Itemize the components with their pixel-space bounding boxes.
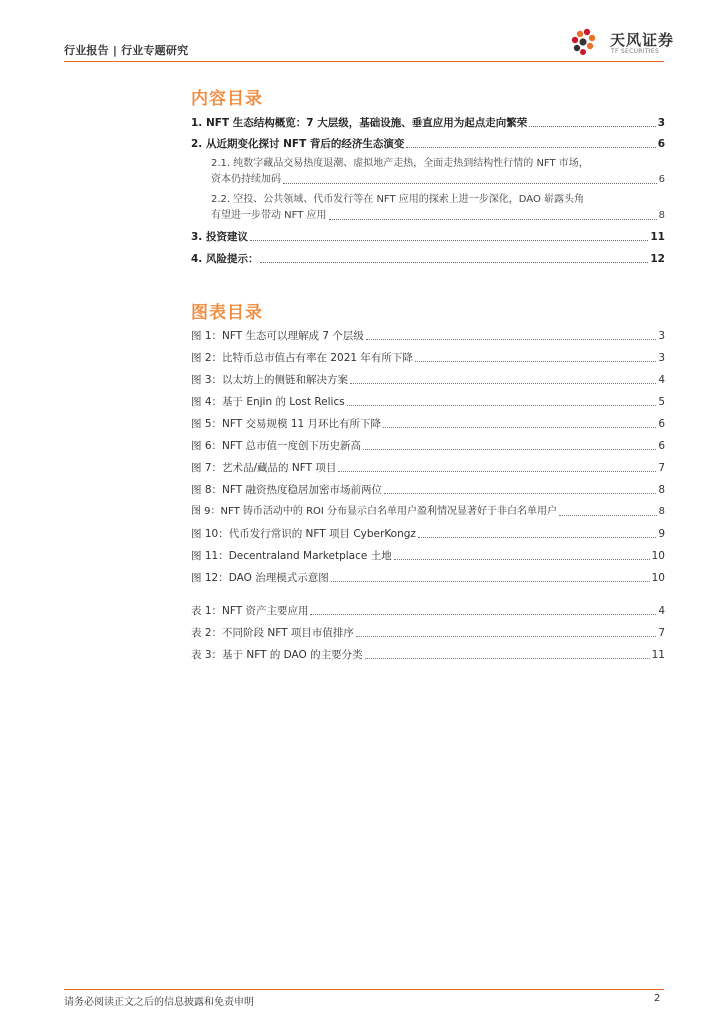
dot-leader — [529, 126, 655, 127]
dot-leader — [329, 219, 657, 220]
figure-label: 图 8：NFT 融资热度稳居加密市场前两位 — [191, 484, 382, 496]
toc-sub-line2: 资本仍持续加码 — [211, 174, 281, 185]
figure-page: 10 — [651, 572, 665, 584]
figure-item[interactable] — [191, 373, 665, 387]
flower-logo-icon — [566, 26, 606, 58]
figure-page: 9 — [658, 528, 665, 540]
figure-item[interactable] — [191, 439, 665, 453]
figure-page: 8 — [658, 484, 665, 496]
figure-page: 4 — [658, 374, 665, 386]
figure-page: 6 — [658, 418, 665, 430]
toc-item-page: 3 — [657, 117, 665, 129]
figure-label: 图 5：NFT 交易规模 11 月环比有所下降 — [191, 418, 382, 430]
report-category: 行业报告 | 行业专题研究 — [64, 44, 189, 57]
figure-item[interactable] — [191, 351, 665, 365]
toc-sub-line1: 2.2. 空投、公共领域、代币发行等在 NFT 应用的探索上进一步深化，DAO 崭露头角 — [211, 194, 585, 205]
dot-leader — [347, 405, 657, 406]
footer-disclaimer: 请务必阅读正文之后的信息披露和免责申明 — [64, 997, 254, 1008]
figure-item[interactable] — [191, 571, 665, 585]
figure-label: 图 9：NFT 铸币活动中的 ROI 分布显示白名单用户盈利情况显著好于非白名单用户 — [191, 506, 558, 517]
footer-divider — [64, 989, 664, 990]
figure-label: 图 6：NFT 总市值一度创下历史新高 — [191, 440, 361, 452]
figure-page: 3 — [658, 352, 665, 364]
figure-item[interactable] — [191, 395, 665, 409]
dot-leader — [365, 658, 650, 659]
toc-sub-line1: 2.1. 纯数字藏品交易热度退潮、虚拟地产走热，全面走热到结构性行情的 NFT 市场， — [211, 158, 589, 169]
figure-item[interactable] — [191, 461, 665, 475]
dot-leader — [310, 614, 656, 615]
dot-leader — [415, 361, 656, 362]
toc-item-page: 6 — [657, 138, 665, 150]
toc-sub-line2-row — [211, 208, 665, 224]
figure-page: 10 — [651, 550, 665, 562]
figure-item[interactable] — [191, 329, 665, 343]
figure-page: 6 — [658, 440, 665, 452]
figure-item[interactable] — [191, 505, 665, 519]
table-item[interactable] — [191, 604, 665, 618]
logo-text-en: TF SECURITIES — [611, 48, 660, 55]
figure-item[interactable] — [191, 527, 665, 541]
toc-item-2-2[interactable] — [211, 192, 665, 224]
company-logo — [566, 26, 676, 58]
dot-leader — [394, 559, 650, 560]
table-label: 表 2：不同阶段 NFT 项目市值排序 — [191, 627, 354, 639]
dot-leader — [260, 262, 648, 263]
figure-page: 7 — [658, 462, 665, 474]
contents-title: 内容目录 — [191, 89, 263, 109]
toc-item-1[interactable] — [191, 116, 665, 130]
dot-leader — [418, 537, 656, 538]
toc-sub-line2-row — [211, 172, 665, 188]
figure-page: 8 — [658, 506, 665, 517]
table-page: 11 — [651, 649, 665, 661]
figures-title: 图表目录 — [191, 303, 263, 323]
toc-item-2[interactable] — [191, 137, 665, 151]
toc-item-page: 12 — [650, 253, 665, 265]
toc-item-4[interactable] — [191, 252, 665, 266]
figure-item[interactable] — [191, 483, 665, 497]
dot-leader — [331, 581, 650, 582]
toc-item-page: 6 — [658, 174, 665, 185]
toc-item-label: 2. 从近期变化探讨 NFT 背后的经济生态演变 — [191, 138, 405, 150]
table-page: 4 — [658, 605, 665, 617]
toc-item-2-1[interactable] — [211, 156, 665, 188]
logo-text-cn: 天风证券 — [610, 31, 675, 49]
dot-leader — [338, 471, 656, 472]
dot-leader — [250, 240, 648, 241]
toc-item-label: 3. 投资建议 — [191, 231, 248, 243]
toc-item-label: 1. NFT 生态结构概览：7 大层级，基础设施、垂直应用为起点走向繁荣 — [191, 117, 528, 129]
figure-item[interactable] — [191, 549, 665, 563]
dot-leader — [350, 383, 656, 384]
dot-leader — [384, 493, 656, 494]
figure-item[interactable] — [191, 417, 665, 431]
figure-label: 图 12：DAO 治理模式示意图 — [191, 572, 329, 584]
table-item[interactable] — [191, 626, 665, 640]
figure-label: 图 1：NFT 生态可以理解成 7 个层级 — [191, 330, 364, 342]
dot-leader — [356, 636, 656, 637]
figure-label: 图 11：Decentraland Marketplace 土地 — [191, 550, 392, 562]
dot-leader — [559, 515, 657, 516]
figure-label: 图 3：以太坊上的侧链和解决方案 — [191, 374, 349, 386]
table-label: 表 3：基于 NFT 的 DAO 的主要分类 — [191, 649, 363, 661]
figure-page: 5 — [658, 396, 665, 408]
toc-item-3[interactable] — [191, 230, 665, 244]
dot-leader — [406, 147, 655, 148]
table-label: 表 1：NFT 资产主要应用 — [191, 605, 309, 617]
table-item[interactable] — [191, 648, 665, 662]
dot-leader — [383, 427, 656, 428]
figure-label: 图 4：基于 Enjin 的 Lost Relics — [191, 396, 345, 408]
header-divider — [64, 61, 664, 62]
dot-leader — [363, 449, 656, 450]
dot-leader — [366, 339, 656, 340]
table-page: 7 — [658, 627, 665, 639]
toc-item-page: 8 — [658, 210, 665, 221]
figure-page: 3 — [658, 330, 665, 342]
toc-item-label: 4. 风险提示： — [191, 253, 259, 265]
figure-label: 图 2：比特币总市值占有率在 2021 年有所下降 — [191, 352, 413, 364]
toc-sub-line2: 有望进一步带动 NFT 应用 — [211, 210, 327, 221]
figure-label: 图 10：代币发行常识的 NFT 项目 CyberKongz — [191, 528, 416, 540]
figure-label: 图 7：艺术品/藏品的 NFT 项目 — [191, 462, 337, 474]
page-number: 2 — [654, 993, 661, 1004]
dot-leader — [283, 183, 657, 184]
toc-item-page: 11 — [650, 231, 665, 243]
